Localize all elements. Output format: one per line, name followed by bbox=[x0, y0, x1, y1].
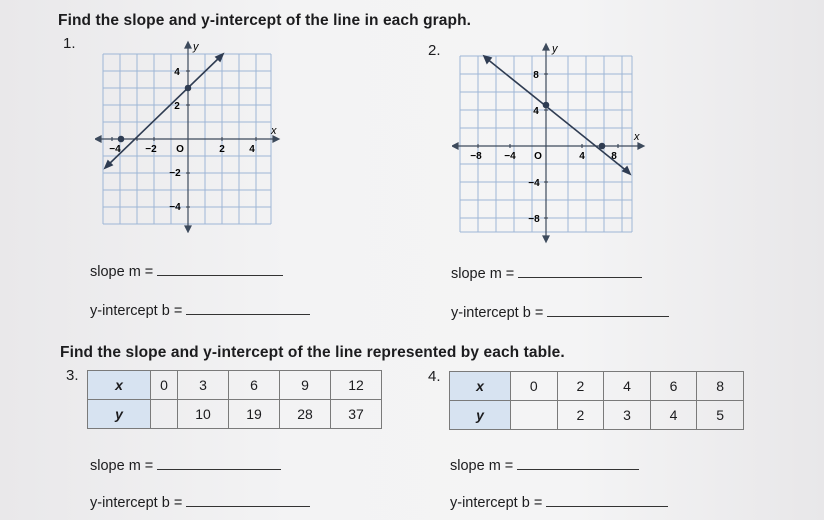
graph-1-y-tick: −4 bbox=[169, 202, 181, 213]
graph-1-y-axis-label: y bbox=[193, 41, 199, 53]
table-header-x: x bbox=[88, 371, 151, 400]
answer-slope-2 bbox=[451, 264, 642, 282]
table-cell: 5 bbox=[697, 401, 744, 430]
table-cell: 2 bbox=[557, 401, 604, 430]
graph-1-origin-label: O bbox=[176, 144, 184, 155]
slope-label: slope m = bbox=[451, 266, 515, 282]
table-header-x: x bbox=[450, 372, 511, 401]
graph-2 bbox=[452, 40, 648, 244]
table-header-y: y bbox=[450, 401, 511, 430]
table-4 bbox=[449, 371, 744, 430]
table-cell: 37 bbox=[331, 400, 382, 429]
table-row bbox=[450, 401, 744, 430]
graph-2-x-tick: 8 bbox=[611, 151, 617, 162]
table-cell: 28 bbox=[280, 400, 331, 429]
slope-blank[interactable] bbox=[157, 262, 283, 276]
answer-slope-3 bbox=[90, 456, 281, 474]
table-cell: 3 bbox=[178, 371, 229, 400]
slope-blank[interactable] bbox=[157, 456, 281, 470]
slope-label: slope m = bbox=[90, 458, 154, 474]
graph-1-y-tick: 2 bbox=[174, 101, 180, 112]
table-cell: 4 bbox=[650, 401, 697, 430]
graph-1-x-axis-label: x bbox=[271, 125, 277, 137]
answer-intercept-4 bbox=[450, 493, 668, 511]
intercept-blank[interactable] bbox=[546, 493, 668, 507]
table-cell: 6 bbox=[229, 371, 280, 400]
table-header-y: y bbox=[88, 400, 151, 429]
table-cell: 12 bbox=[331, 371, 382, 400]
table-row bbox=[88, 371, 382, 400]
problem-number: 3. bbox=[66, 367, 79, 384]
answer-intercept-3 bbox=[90, 493, 310, 511]
answer-slope-1 bbox=[90, 262, 283, 280]
table-cell: 8 bbox=[697, 372, 744, 401]
slope-blank[interactable] bbox=[517, 456, 639, 470]
section-heading-graphs: Find the slope and y-intercept of the line in each graph. bbox=[58, 12, 472, 29]
table-row bbox=[88, 400, 382, 429]
table-cell bbox=[151, 400, 178, 429]
table-cell: 0 bbox=[151, 371, 178, 400]
graph-1-x-tick: −4 bbox=[109, 144, 121, 155]
graph-2-y-tick: −8 bbox=[528, 214, 540, 225]
graph-2-x-tick: −8 bbox=[470, 151, 482, 162]
section-heading-tables: Find the slope and y-intercept of the line represented by each table. bbox=[60, 344, 565, 361]
graph-2-x-tick: −4 bbox=[504, 151, 516, 162]
table-row bbox=[450, 372, 744, 401]
graph-2-x-tick: 4 bbox=[579, 151, 585, 162]
graph-1-x-tick: 2 bbox=[219, 144, 225, 155]
graph-2-y-axis-label: y bbox=[552, 43, 558, 55]
table-cell: 6 bbox=[650, 372, 697, 401]
graph-2-y-tick: −4 bbox=[528, 178, 540, 189]
graph-1 bbox=[95, 38, 285, 233]
intercept-blank[interactable] bbox=[186, 301, 310, 315]
table-cell: 2 bbox=[557, 372, 604, 401]
answer-slope-4 bbox=[450, 456, 639, 474]
answer-intercept-1 bbox=[90, 301, 310, 319]
graph-2-origin-label: O bbox=[534, 151, 542, 162]
table-cell: 9 bbox=[280, 371, 331, 400]
slope-label: slope m = bbox=[450, 458, 514, 474]
intercept-blank[interactable] bbox=[186, 493, 310, 507]
table-3 bbox=[87, 370, 382, 429]
intercept-label: y-intercept b = bbox=[450, 495, 543, 511]
table-cell: 4 bbox=[604, 372, 651, 401]
slope-blank[interactable] bbox=[518, 264, 642, 278]
table-cell: 10 bbox=[178, 400, 229, 429]
table-cell bbox=[511, 401, 558, 430]
table-cell: 19 bbox=[229, 400, 280, 429]
table-cell: 0 bbox=[511, 372, 558, 401]
problem-number: 2. bbox=[428, 42, 441, 59]
graph-1-y-tick: 4 bbox=[174, 67, 180, 78]
slope-label: slope m = bbox=[90, 264, 154, 280]
graph-1-x-tick: −2 bbox=[145, 144, 157, 155]
intercept-label: y-intercept b = bbox=[90, 495, 183, 511]
problem-number: 1. bbox=[63, 35, 76, 52]
answer-intercept-2 bbox=[451, 303, 669, 321]
graph-2-x-axis-label: x bbox=[634, 131, 640, 143]
graph-1-y-tick: −2 bbox=[169, 168, 181, 179]
graph-2-y-tick: 8 bbox=[533, 70, 539, 81]
graph-1-x-tick: 4 bbox=[249, 144, 255, 155]
intercept-label: y-intercept b = bbox=[451, 305, 544, 321]
table-cell: 3 bbox=[604, 401, 651, 430]
intercept-blank[interactable] bbox=[547, 303, 669, 317]
problem-number: 4. bbox=[428, 368, 441, 385]
intercept-label: y-intercept b = bbox=[90, 303, 183, 319]
graph-2-y-tick: 4 bbox=[533, 106, 539, 117]
